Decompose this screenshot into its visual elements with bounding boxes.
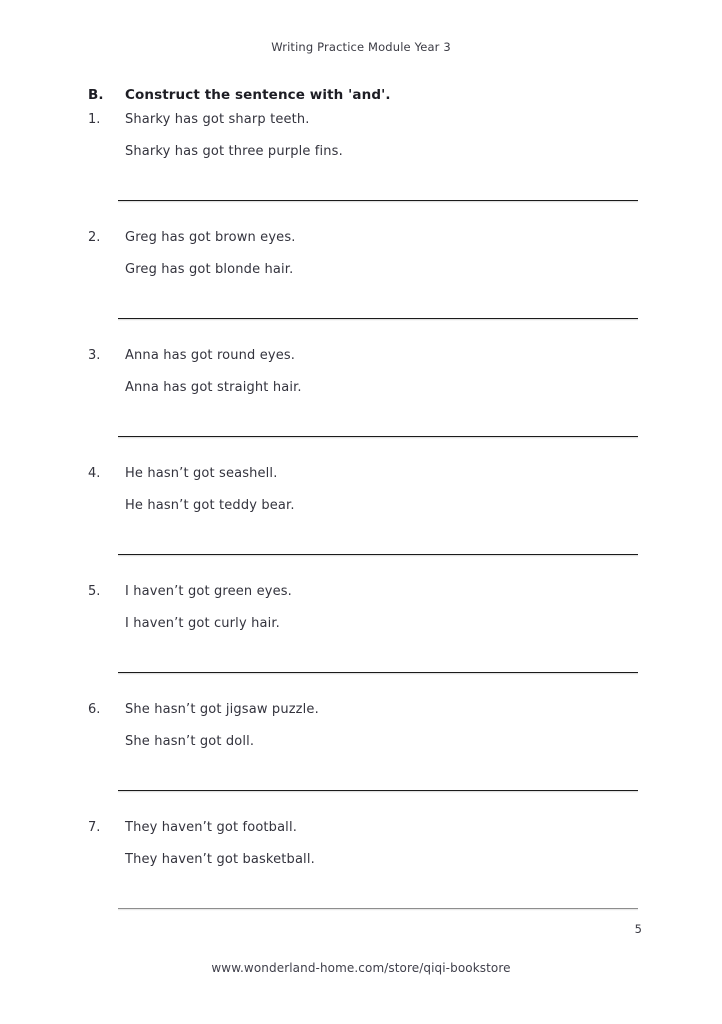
question-sentence-1: They haven’t got football.: [125, 820, 297, 835]
question-sentence-row: [0, 466, 722, 481]
answer-line[interactable]: [118, 790, 638, 791]
question-sentence-row: [0, 380, 722, 395]
question-sentence-2: Anna has got straight hair.: [125, 380, 302, 395]
question-list: [0, 112, 722, 938]
footer-url: www.wonderland-home.com/store/qiqi-bookstore: [211, 961, 511, 975]
question-sentence-row: [0, 584, 722, 599]
question-sentence-row: [0, 616, 722, 631]
page-number: 5: [634, 922, 642, 936]
question-sentence-1: Greg has got brown eyes.: [125, 230, 296, 245]
answer-line[interactable]: [118, 200, 638, 201]
question-sentence-2: They haven’t got basketball.: [125, 852, 315, 867]
question-item: [0, 820, 722, 938]
question-sentence-row: [0, 230, 722, 245]
section-instruction: Construct the sentence with 'and'.: [125, 87, 391, 103]
question-sentence-2: He hasn’t got teddy bear.: [125, 498, 295, 513]
question-sentence-2: She hasn’t got doll.: [125, 734, 255, 749]
section-heading: [88, 87, 648, 103]
question-sentence-1: He hasn’t got seashell.: [125, 466, 278, 481]
question-sentence-row: [0, 348, 722, 363]
question-number: 2.: [88, 230, 101, 245]
question-sentence-row: [0, 262, 722, 277]
page-header-title: Writing Practice Module Year 3: [271, 40, 451, 54]
question-sentence-row: [0, 498, 722, 513]
question-sentence-row: [0, 112, 722, 127]
question-sentence-row: [0, 144, 722, 159]
question-sentence-row: [0, 852, 722, 867]
question-item: [0, 230, 722, 348]
question-sentence-row: [0, 820, 722, 835]
question-item: [0, 112, 722, 230]
question-sentence-2: Sharky has got three purple fins.: [125, 144, 343, 159]
section-letter: B.: [88, 87, 104, 103]
question-number: 4.: [88, 466, 101, 481]
question-sentence-2: I haven’t got curly hair.: [125, 616, 280, 631]
question-number: 7.: [88, 820, 101, 835]
answer-line[interactable]: [118, 672, 638, 673]
answer-line[interactable]: [118, 318, 638, 319]
question-sentence-1: Sharky has got sharp teeth.: [125, 112, 310, 127]
question-item: [0, 348, 722, 466]
question-sentence-row: [0, 702, 722, 717]
question-sentence-1: Anna has got round eyes.: [125, 348, 296, 363]
question-sentence-1: I haven’t got green eyes.: [125, 584, 292, 599]
answer-line[interactable]: [118, 436, 638, 437]
question-sentence-row: [0, 734, 722, 749]
question-sentence-1: She hasn’t got jigsaw puzzle.: [125, 702, 319, 717]
question-item: [0, 702, 722, 820]
answer-line[interactable]: [118, 908, 638, 909]
question-number: 5.: [88, 584, 101, 599]
answer-line[interactable]: [118, 554, 638, 555]
question-item: [0, 466, 722, 584]
question-number: 6.: [88, 702, 101, 717]
question-sentence-2: Greg has got blonde hair.: [125, 262, 294, 277]
question-item: [0, 584, 722, 702]
question-number: 1.: [88, 112, 101, 127]
question-number: 3.: [88, 348, 101, 363]
